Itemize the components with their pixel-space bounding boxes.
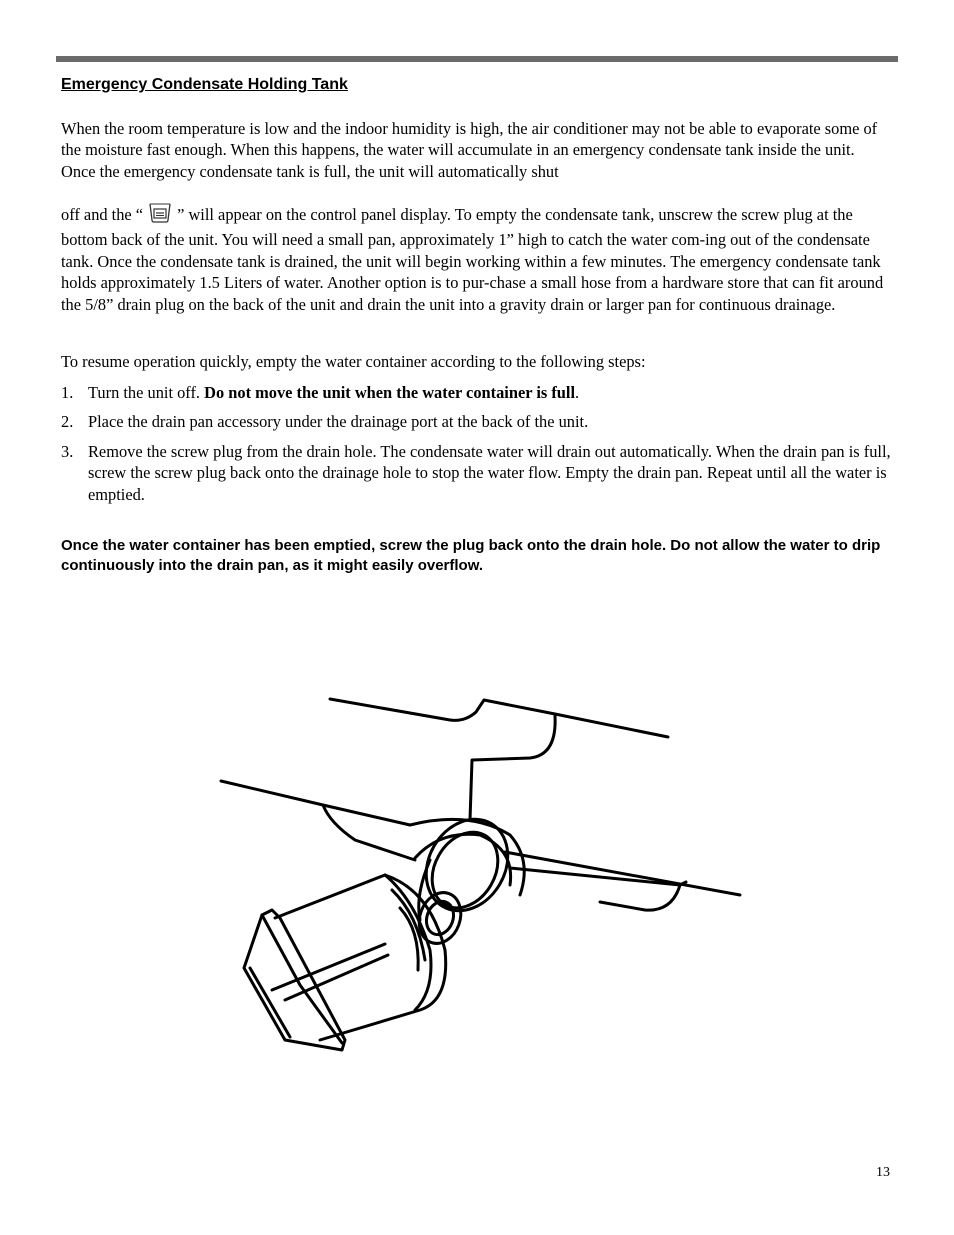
- step-item: [61, 441, 893, 505]
- paragraph-2-rest: ” will appear on the control panel display. To empty the condensate tank, unscrew the screw plug at the bottom back of the unit. You will need a small pan, approximately 1” high to catch the water com-ing out of the condensate tank. Once the condensate tank is drained, the unit will begin working within a few minutes. The emergency condensate tank holds approximately 1.5 Liters of water. Another option is to pur-chase a small hose from a hardware store that can fit around the 5/8” drain plug on the back of the unit and drain the unit into a gravity drain or larger pan for continuous drainage.: [61, 205, 884, 314]
- paragraph-1: When the room temperature is low and the indoor humidity is high, the air conditioner may not be able to evaporate some of the moisture fast enough. When this happens, the water will accumulate in an emergency condensate tank inside the unit. Once the emergency condensate tank is full, the unit will automatically shut: [61, 119, 878, 181]
- step-warning: Do not move the unit when the water container is full: [204, 383, 576, 402]
- step-number: 1.: [61, 383, 74, 402]
- step-text: Remove the screw plug from the drain hole. The condensate water will drain out automatically. When the drain pan is full, screw the screw plug back onto the drainage hole to stop the water flow. Empty the drain pan. Repeat until all the water is emptied.: [88, 441, 891, 504]
- step-number: 3.: [61, 441, 74, 461]
- step-item: [61, 411, 893, 432]
- step-text: Place the drain pan accessory under the drainage port at the back of the unit.: [88, 412, 589, 432]
- paragraph-2-start: off and the “: [61, 205, 144, 224]
- steps-intro: To resume operation quickly, empty the water container according to the following steps:: [61, 352, 646, 371]
- step-text-after: .: [575, 383, 580, 402]
- paragraph-2: [61, 202, 893, 315]
- water-tank-full-icon: [147, 202, 173, 229]
- page-number: 13: [876, 1165, 890, 1180]
- step-text: Turn the unit off.: [88, 383, 205, 402]
- steps-list: [61, 382, 893, 513]
- important-note: Once the water container has been emptied, screw the plug back onto the drain hole. Do not allow the water to drip continuously into the drain pan, as it might easily overflow.: [61, 537, 881, 574]
- top-rule: [56, 56, 898, 62]
- step-number: 2.: [61, 412, 74, 432]
- drain-plug-illustration: [200, 680, 760, 1060]
- step-item: [61, 382, 893, 403]
- section-heading: Emergency Condensate Holding Tank: [61, 76, 348, 93]
